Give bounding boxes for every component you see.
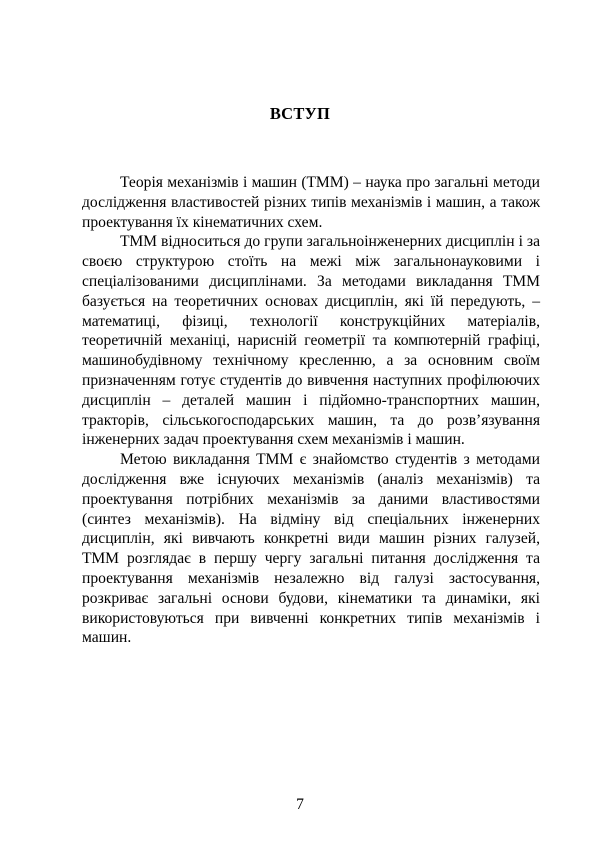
paragraph-1: Теорія механізмів і машин (ТММ) – наука про загальні методи дослідження властивостей різних типів механізмів і машин, а також проектування їх кінематичних схем. <box>82 174 540 231</box>
page-title: ВСТУП <box>269 104 331 123</box>
paragraph-2: ТММ відноситься до групи загальноінженерних дисциплін і за своєю структурою стоїть на межі між загальнонауковими і спеціалізованими дисциплінами. За методами викладання ТММ базується на теоретичних основах дисциплін, які їй передують, – математиці, фізиці, технології конструкційних матеріалів, теоретичній механіці, нарисній геометрії та компютерній графіці, машинобудівному технічному кресленню, а за основним своїм призначенням готує студентів до вивчення наступних профілюючих дисциплін – деталей машин і підйомно-транспортних машин, тракторів, сільськогосподарських машин, та до розв’язування інженерних задач проектування схем механізмів і машин. <box>82 233 540 449</box>
body-text <box>82 173 540 648</box>
page-number: 7 <box>296 796 304 813</box>
paragraph-3: Метою викладання ТММ є знайомство студентів з методами дослідження вже існуючих механізмів (аналіз механізмів) та проектування потрібних механізмів за даними властивостями (синтез механізмів). На відміну від спеціальних інженерних дисциплін, які вивчають конкретні види машин різних галузей, ТММ розглядає в першу чергу загальні питання дослідження та проектування механізмів незалежно від галузі застосування, розкриває загальні основи будови, кінематики та динаміки, які використовуються при вивченні конкретних типів механізмів і машин. <box>82 451 540 647</box>
